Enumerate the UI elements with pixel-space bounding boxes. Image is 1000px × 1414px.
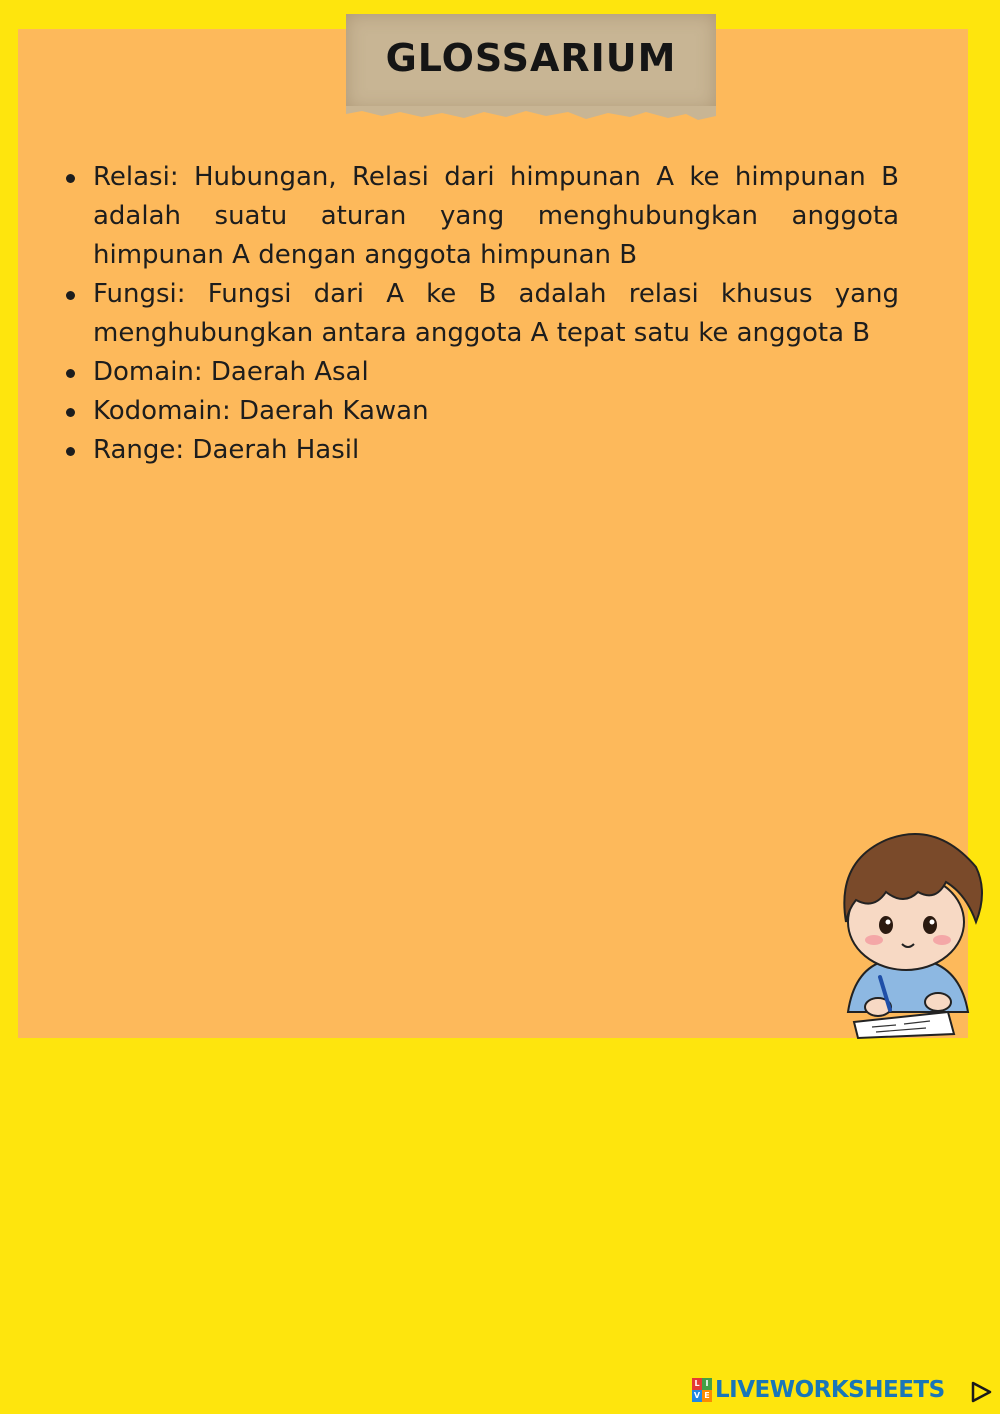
page-title: GLOSSARIUM bbox=[385, 36, 677, 80]
liveworksheets-brand[interactable] bbox=[692, 1374, 945, 1406]
glossary-item-fungsi: Fungsi: Fungsi dari A ke B adalah relasi khusus yang menghubungkan antara anggota A tepat satu ke anggota B bbox=[93, 275, 899, 353]
liveworksheets-logo-icon: L I V E bbox=[692, 1378, 712, 1402]
glossary-item-relasi: Relasi: Hubungan, Relasi dari himpunan A ke himpunan B adalah suatu aturan yang menghubungkan anggota himpunan A dengan anggota himpunan B bbox=[93, 158, 899, 275]
glossary-item-domain: Domain: Daerah Asal bbox=[93, 353, 899, 392]
play-arrow-icon[interactable] bbox=[970, 1381, 992, 1403]
torn-paper-edge bbox=[346, 106, 716, 122]
title-banner bbox=[346, 14, 716, 110]
glossary-list bbox=[93, 158, 899, 470]
glossary-item-kodomain: Kodomain: Daerah Kawan bbox=[93, 392, 899, 431]
brand-name: LIVEWORKSHEETS bbox=[715, 1377, 945, 1403]
writing-kid-illustration bbox=[826, 822, 986, 1042]
glossary-item-range: Range: Daerah Hasil bbox=[93, 431, 899, 470]
